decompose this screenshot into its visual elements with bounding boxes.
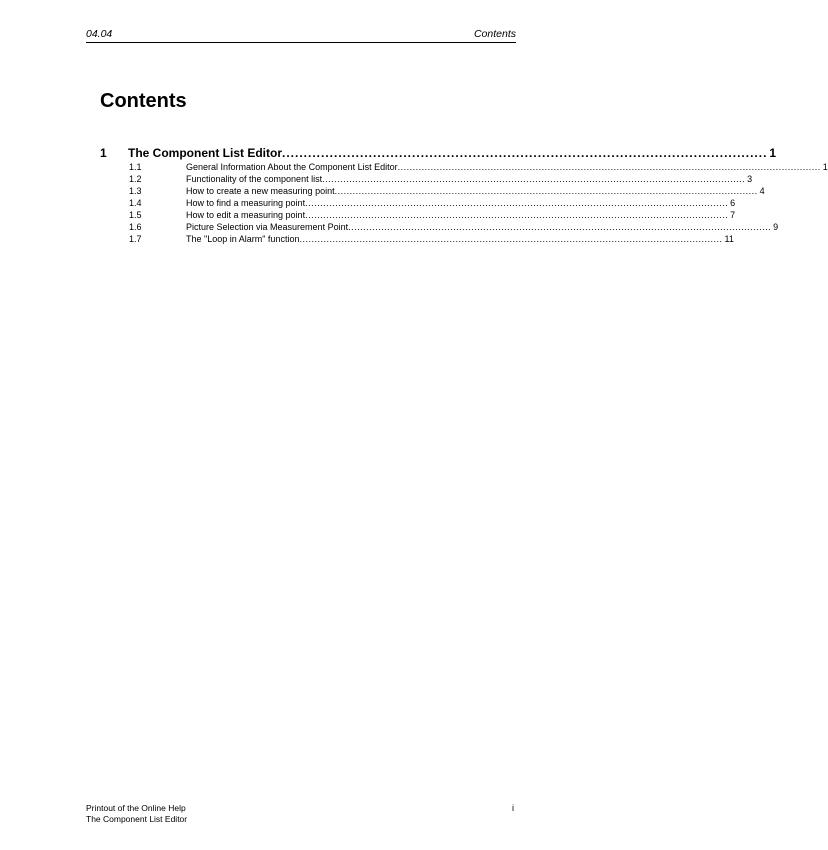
toc-leader-dots: ............................................................................................................................................. [397,162,821,172]
toc-leader-dots: ............................................................................................................................................. [305,198,729,208]
toc-leader-dots: ............................................................................................................................................. [322,174,746,184]
toc-entry-title: How to edit a measuring point [186,210,306,220]
toc-chapter-page: 1 [769,146,777,160]
toc-entry-page: 3 [747,174,753,184]
toc-entry-page: 7 [730,210,736,220]
toc-entry-title: How to create a new measuring point [186,186,335,196]
footer-line-1: Printout of the Online Help [86,803,186,813]
toc-entry[interactable] [100,161,828,173]
table-of-contents [100,146,828,245]
toc-entry[interactable] [100,185,765,197]
toc-entry-title: Picture Selection via Measurement Point [186,222,349,232]
page-title: Contents [100,90,187,112]
toc-leader-dots: ............................................................................................................................................. [299,234,723,244]
page-header [86,28,516,43]
toc-entry-number: 1.5 [129,210,142,220]
toc-entry[interactable] [100,209,736,221]
toc-chapter[interactable] [100,146,777,161]
toc-entry-number: 1.4 [129,198,142,208]
toc-entry[interactable] [100,173,753,185]
page-footer [86,803,516,825]
toc-leader-dots: ................................................................................................................ [282,146,768,160]
toc-entry-page: 6 [730,198,736,208]
toc-entry-number: 1.7 [129,234,142,244]
toc-entry-page: 9 [773,222,779,232]
header-version: 04.04 [86,28,113,40]
toc-leader-dots: ............................................................................................................................................. [348,222,772,232]
toc-chapter-title: The Component List Editor [128,146,282,160]
toc-leader-dots: ............................................................................................................................................. [305,210,729,220]
toc-entry-title: The "Loop in Alarm" function [186,234,300,244]
toc-entry-number: 1.2 [129,174,142,184]
toc-chapter-number: 1 [100,146,107,160]
toc-entry-title: How to find a measuring point [186,198,306,208]
toc-entry[interactable] [100,221,779,233]
toc-leader-dots: ............................................................................................................................................. [334,186,758,196]
toc-entry[interactable] [100,233,734,245]
footer-page-number: i [512,803,514,813]
toc-entry-page: 4 [759,186,765,196]
toc-entry[interactable] [100,197,736,209]
toc-entry-number: 1.6 [129,222,142,232]
toc-entry-title: General Information About the Component List Editor [186,162,398,172]
footer-line-2: The Component List Editor [86,814,188,824]
toc-entry-number: 1.3 [129,186,142,196]
toc-entry-number: 1.1 [129,162,142,172]
toc-entry-title: Functionality of the component list [186,174,323,184]
toc-entry-page: 11 [724,234,734,244]
header-section: Contents [473,28,516,40]
toc-entry-page: 1 [822,162,828,172]
